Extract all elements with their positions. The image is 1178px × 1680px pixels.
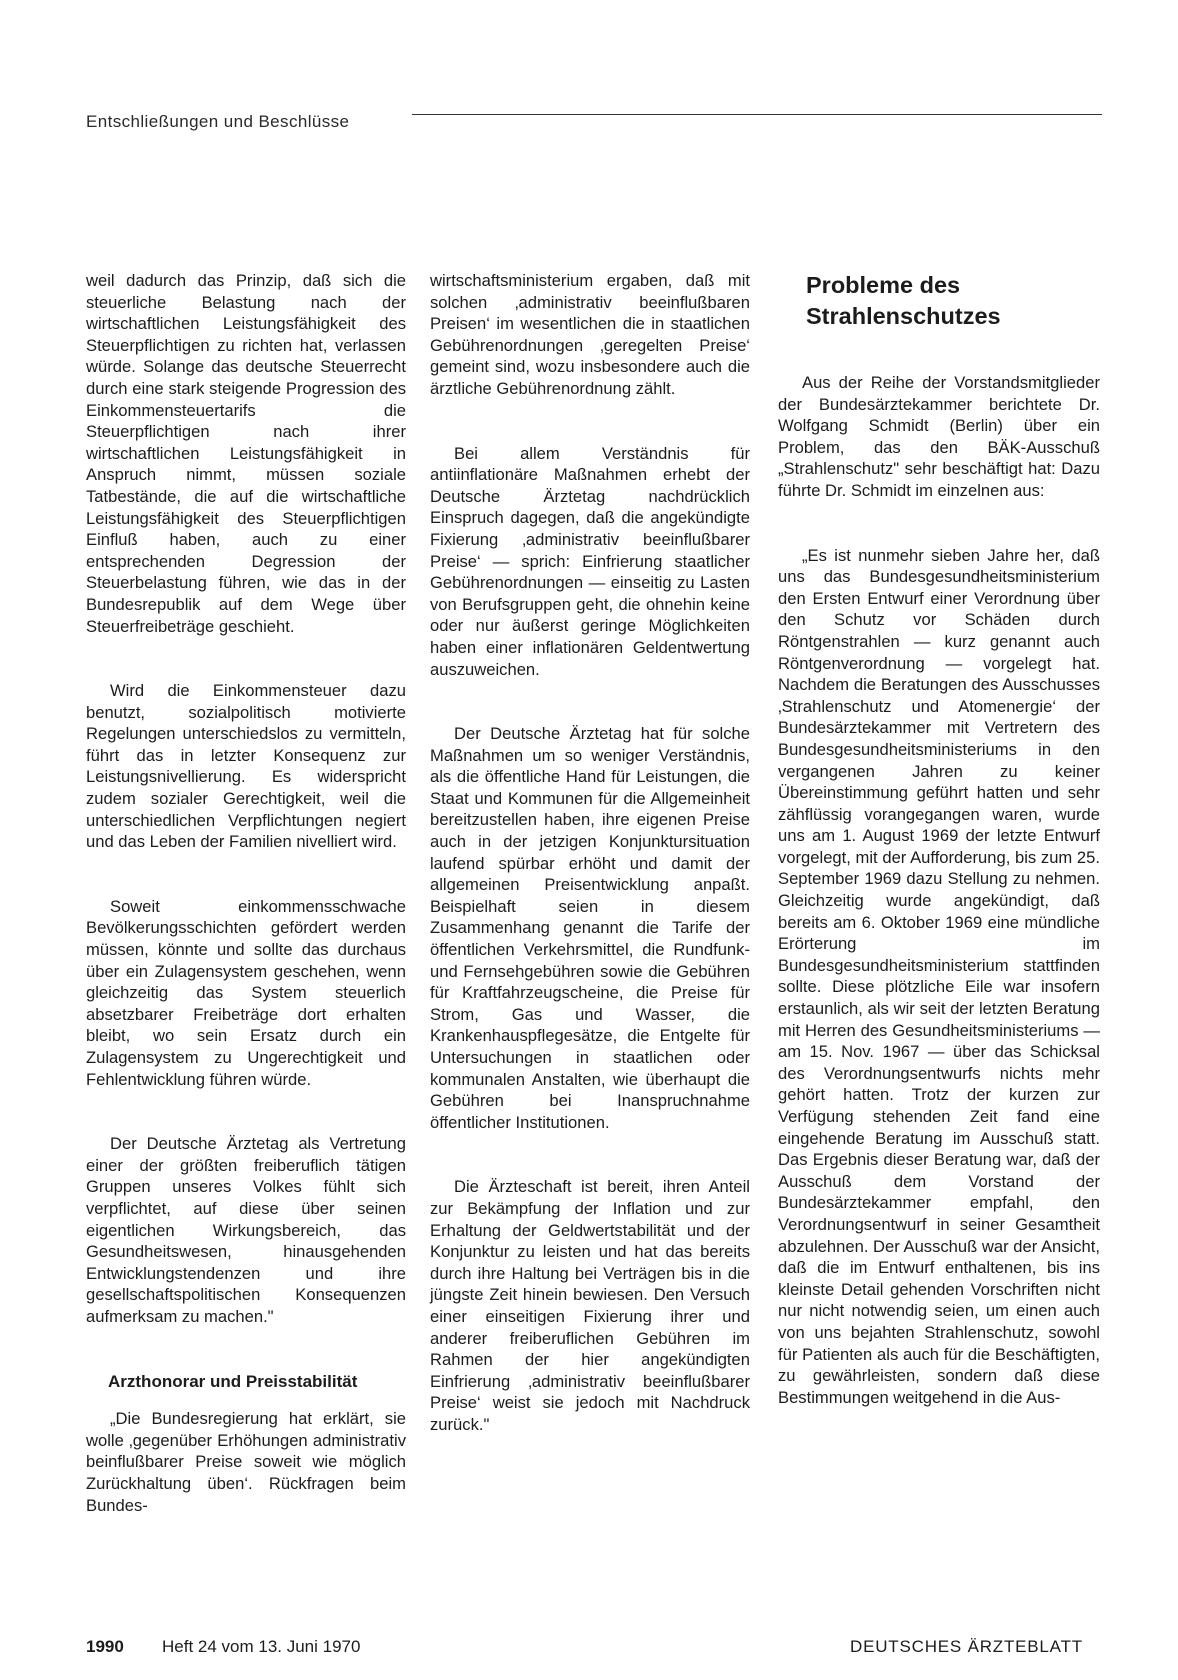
paragraph: Die Ärzteschaft ist bereit, ihren Anteil zur Bekämpfung der Inflation und zur Erhaltung der Geldwertstabilität und der Konjunktur zu leisten und hat das bereits durch ihre Haltung bei Verträgen bis in die jüngste Zeit hinein bewiesen. Den Versuch einer einseitigen Fixierung ihrer und anderer freiberuflichen Gebühren im Rahmen der hier angekündigten Einfrierung ‚administrativ beeinflußbarer Preise‘ weist sie jedoch mit Nachdruck zurück." — [430, 1177, 750, 1434]
running-header: Entschließungen und Beschlüsse — [86, 112, 350, 131]
paragraph: „Es ist nunmehr sieben Jahre her, daß uns das Bundesgesundheitsministerium den Ersten Entwurf einer Verordnung über den Schutz vor Schäden durch Röntgenstrahlen — kurz genannt auch Röntgenverordnung — vorgelegt hat. Nachdem die Beratungen des Ausschusses ‚Strahlenschutz und Atomenergie‘ der Bundesärztekammer mit Vertretern des Bundesgesundheitsministeriums in den vergangenen Jahren zu keiner Übereinstimmung geführt hatten und sehr zähflüssig vorangegangen waren, wurde uns am 1. August 1969 der letzte Entwurf vorgelegt, mit der Aufforderung, bis zum 25. September 1969 dazu Stellung zu nehmen. Gleichzeitig wurde angekündigt, daß bereits am 6. Oktober 1969 eine mündliche Erörterung im Bundesgesundheitsministerium stattfinden sollte. Diese plötzliche Eile war insofern erstaunlich, als wir seit der letzten Beratung mit Herren des Gesundheitsministeriums — am 15. Nov. 1967 — über das Schicksal des Verordnungsentwurfs nichts mehr gehört hatten. Trotz der kurzen zur Verfügung stehenden Zeit fand eine eingehende Beratung im Ausschuß statt. Das Ergebnis dieser Beratung war, daß der Ausschuß dem Vorstand der Bundesärztekammer empfahl, den Verordnungsentwurf in seiner Gesamtheit abzulehnen. Der Ausschuß war der Ansicht, daß die im Entwurf enthaltenen, bis ins kleinste Detail gehenden Vorschriften nicht nur nicht notwendig seien, um einen auch von uns bejahten Strahlenschutz, sowohl für Patienten als auch für die Beschäftigten, zu gewährleisten, sondern daß diese Bestimmungen weitgehend in die Aus- — [778, 545, 1100, 1407]
column-left — [86, 270, 406, 1516]
paragraph: Wird die Einkommensteuer dazu benutzt, sozialpolitisch motivierte Regelungen unterschiedslos zu vermitteln, führt das in letzter Konsequenz zur Leistungsnivellierung. Es widerspricht zudem sozialer Gerechtigkeit, weil die unterschiedlichen Verpflichtungen negiert und das Leben der Familien nivelliert wird. — [86, 681, 406, 852]
paragraph: Aus der Reihe der Vorstandsmitglieder der Bundesärztekammer berichtete Dr. Wolfgang Schmidt (Berlin) über ein Problem, das den BÄK-Ausschuß „Strahlenschutz" sehr beschäftigt hat: Dazu führte Dr. Schmidt im einzelnen aus: — [778, 373, 1100, 500]
paragraph: „Die Bundesregierung hat erklärt, sie wolle ‚gegenüber Erhöhungen administrativ beinflußbarer Preise soweit wie möglich Zurückhaltung üben‘. Rückfragen beim Bundes- — [86, 1409, 406, 1515]
page-number: 1990 — [86, 1637, 124, 1656]
paragraph: wirtschaftsministerium ergaben, daß mit solchen ‚administrativ beeinflußbaren Preisen‘ im wesentlichen die in staatlichen Gebührenordnungen ‚geregelten Preise‘ gemeint sind, wozu insbesondere auch die ärztliche Gebührenordnung zählt. — [430, 271, 750, 398]
paragraph: Der Deutsche Ärztetag als Vertretung einer der größten freiberuflich tätigen Gruppen unseres Volkes fühlt sich verpflichtet, auf diese über seinen eigentlichen Wirkungsbereich, das Gesundheitswesen, hinausgehenden Entwicklungstendenzen und ihre gesellschaftspolitischen Konsequenzen aufmerksam zu machen." — [86, 1134, 406, 1326]
column-middle — [430, 270, 750, 1436]
paragraph: Bei allem Verständnis für antiinflationäre Maßnahmen erhebt der Deutsche Ärztetag nachdrücklich Einspruch dagegen, daß die angekündigte Fixierung ‚administrativ beeinflußbarer Preise‘ — sprich: Einfrierung staatlicher Gebührenordnungen — einseitig zu Lasten von Berufsgruppen geht, die ohnehin keine oder nur äußerst geringe Möglichkeiten haben einer inflationären Geldentwertung auszuweichen. — [430, 443, 750, 679]
section-title-line: Strahlenschutzes — [806, 303, 1001, 329]
journal-name: DEUTSCHES ÄRZTEBLATT — [850, 1637, 1083, 1656]
paragraph: weil dadurch das Prinzip, daß sich die steuerliche Belastung nach der wirtschaftlichen Leistungsfähigkeit des Steuerpflichtigen zu richten hat, verlassen würde. Solange das deutsche Steuerrecht durch eine stark steigende Progression des Einkommensteuertarifs die Steuerpflichtigen nach ihrer wirtschaftlichen Leistungsfähigkeit in Anspruch nimmt, müssen soziale Tatbestände, die auf die wirtschaftliche Leistungsfähigkeit des Steuerpflichtigen Einfluß haben, auch zu einer entsprechenden Degression der Steuerbelastung führen, wie das in der Bundesrepublik auf dem Wege über Steuerfreibeträge geschieht. — [86, 271, 406, 636]
paragraph: Soweit einkommensschwache Bevölkerungsschichten gefördert werden müssen, könnte und sollte das durchaus über ein Zulagensystem geschehen, wenn gleichzeitig das System steuerlich absetzbarer Freibeträge dort erhalten bleibt, wo sein Ersatz durch ein Zulagensystem zu Ungerechtigkeit und Fehlentwicklung führen würde. — [86, 896, 406, 1089]
section-title — [806, 270, 1100, 332]
column-right — [778, 270, 1100, 1408]
header-rule — [412, 114, 1102, 115]
section-title-line: Probleme des — [806, 272, 961, 298]
subheading-arzthonorar: Arzthonorar und Preisstabilität — [108, 1371, 358, 1391]
paragraph: Der Deutsche Ärztetag hat für solche Maßnahmen um so weniger Verständnis, als die öffentliche Hand für Leistungen, die Staat und Kommunen für die Allgemeinheit bereitzustellen haben, ihre eigenen Preise auch in der jetzigen Konjunktursituation laufend spürbar erhöht und damit der allgemeinen Preisentwicklung anpaßt. Beispielhaft seien in diesem Zusammenhang genannt die Tarife der öffentlichen Verkehrsmittel, die Rundfunk- und Fernsehgebühren sowie die Gebühren für Kraftfahrzeugscheine, die Preise für Strom, Gas und Wasser, die Krankenhauspflegesätze, die Entgelte für Untersuchungen in staatlichen oder kommunalen Anstalten, wie überhaupt die Gebühren bei Inanspruchnahme öffentlicher Institutionen. — [430, 724, 750, 1132]
issue-info: Heft 24 vom 13. Juni 1970 — [162, 1637, 361, 1656]
